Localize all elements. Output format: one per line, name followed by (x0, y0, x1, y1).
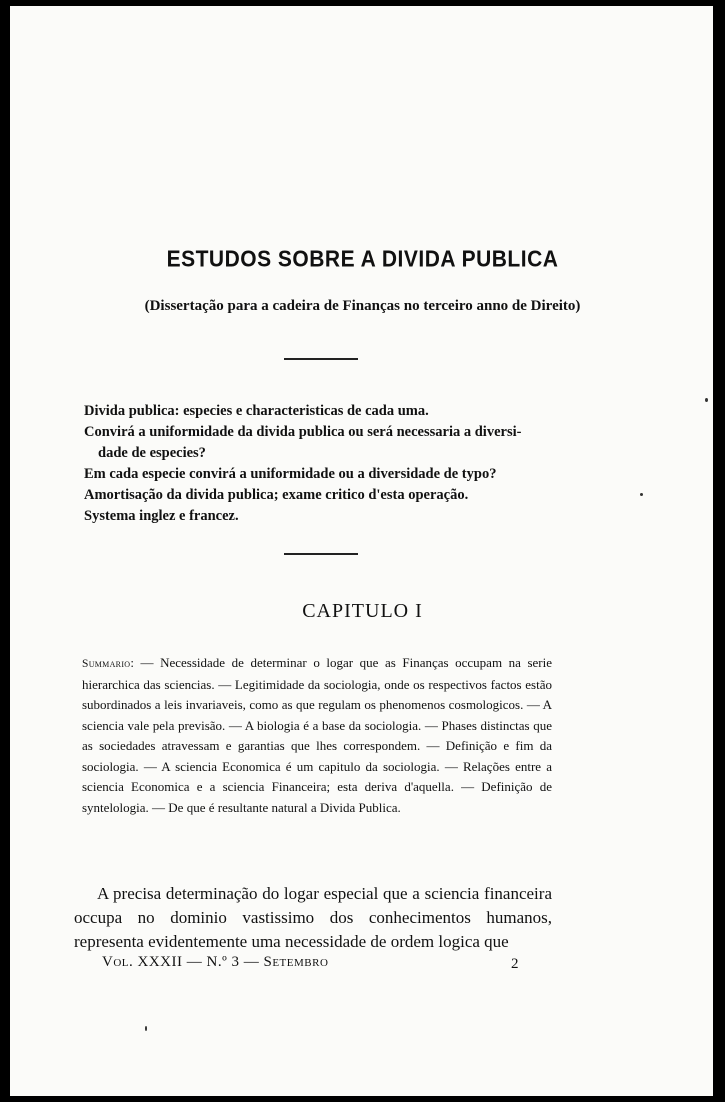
print-speck (640, 493, 643, 496)
print-speck (705, 398, 708, 402)
summary-label: Summario (82, 658, 131, 670)
page-title: ESTUDOS SOBRE A DIVIDA PUBLICA (166, 247, 559, 272)
chapter-summary (82, 653, 552, 818)
footer-page-number: 2 (511, 956, 519, 972)
footer-issue (102, 954, 328, 971)
topic-line: Em cada especie convirá a uniformidade ou a diversidade de typo? (84, 466, 497, 482)
document-page (10, 6, 713, 1096)
summary-text: : — Necessidade de determinar o logar que as Finanças occupam na serie hierarchica das sciencias. — Legitimidade da sociologia, onde os respectivos factos estão subordinados a leis invariaveis, como as que regulam os phenomenos cosmologicos. — A sciencia vale pela previsão. — A biologia é a base da sociologia. — Phases distinctas que as sociedades atravessam e garantias que lhes correspondem. — Definição e fim da sociologia. — A sciencia Economica é um capitulo da sociologia. — Relações entre a sciencia Economica e a sciencia Financeira; esta deriva d'aquella. — Definição de syntelologia. — De que é resultante natural a Divida Publica. (82, 655, 552, 815)
topics-list (84, 401, 562, 527)
topic-line: Amortisação da divida publica; exame critico d'esta operação. (84, 487, 469, 503)
chapter-heading: CAPITULO I (302, 600, 423, 622)
divider-bottom (284, 553, 358, 555)
print-speck (145, 1026, 147, 1031)
footer-volume-label: Vol. (102, 954, 134, 970)
topic-line: Divida publica: especies e characteristicas de cada uma. (84, 403, 429, 419)
footer-month: Setembro (263, 954, 329, 970)
page-subtitle: (Dissertação para a cadeira de Finanças no terceiro anno de Direito) (144, 298, 581, 314)
divider-top (284, 358, 358, 360)
body-paragraph: A precisa determinação do logar especial que a sciencia financeira occupa no dominio vastissimo dos conhecimentos humanos, representa evidentemente uma necessidade de ordem logica que (74, 884, 552, 951)
topic-line: dade de especies? (98, 445, 206, 461)
topic-line: Convirá a uniformidade da divida publica ou será necessaria a diversi- (84, 424, 522, 440)
topic-line: Systema inglez e francez. (84, 508, 239, 524)
footer-volume-number: XXXII — N.º 3 — (133, 954, 264, 970)
